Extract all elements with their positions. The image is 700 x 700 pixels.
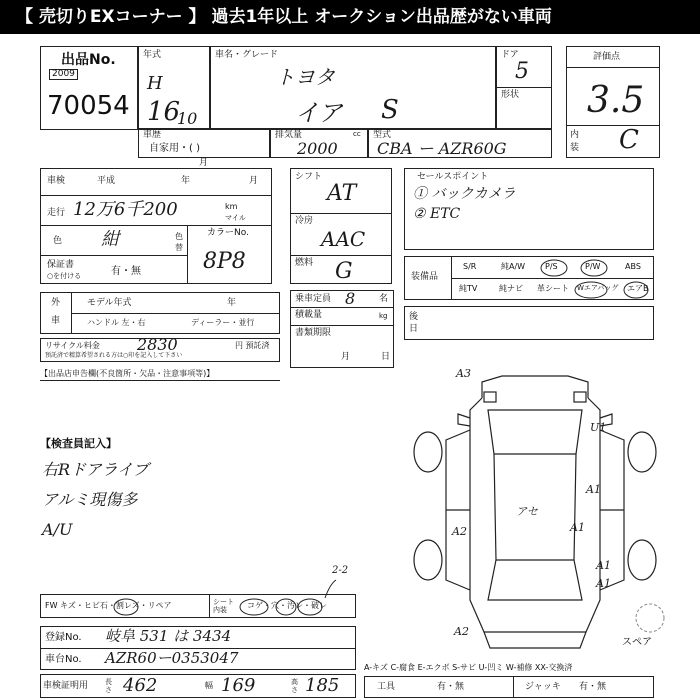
height-label: 高さ (291, 678, 298, 694)
condition-seat-items: コゲ・穴・汚レ・破レ (247, 601, 327, 610)
shift-label: シフト (295, 172, 323, 182)
diagram-mark-a2-a: A2 (452, 525, 467, 538)
inspection-label: 車検 (47, 176, 66, 186)
capacity-value: 8 (345, 289, 356, 308)
recycle-unit: 円 預託済 (235, 341, 270, 350)
condition-mark: 2-2 (332, 565, 349, 576)
tools-label: 工具 (377, 682, 396, 692)
capacity-unit: 名 (379, 294, 389, 304)
diagram-mark-a3: A3 (456, 367, 471, 380)
sales-point-2: ② ETC (413, 206, 461, 222)
load-label: 積載量 (295, 310, 323, 320)
inspector-note-3: A/U (42, 520, 73, 539)
sales-points-label: セールスポイント (417, 172, 489, 182)
doors-value: 5 (515, 59, 529, 84)
diagram-mark-a2-b: A2 (454, 625, 469, 638)
usage-value: 自家用・( ) (149, 143, 200, 154)
document-date-month: 月 (341, 352, 351, 362)
recycle-note: 預託済で精算希望される方は○印を記入して下さい (45, 352, 183, 359)
mileage-value: 12万6千200 (73, 199, 178, 220)
width-label: 幅 (205, 681, 213, 690)
interior-label: 内装 (570, 130, 580, 153)
tools-options: 有・無 (437, 682, 465, 692)
registration-label: 登録No. (45, 632, 82, 643)
score-value: 3.5 (587, 80, 645, 121)
equip-sr: S/R (463, 262, 477, 271)
displacement-unit: cc (353, 130, 361, 138)
inspection-year-label: 年 (181, 176, 191, 186)
inspection-month-label: 月 (249, 176, 259, 186)
doors-box (496, 46, 552, 130)
registration-value: 岐阜 531 は 3434 (105, 627, 232, 645)
mileage-unit2: マイル (225, 214, 246, 222)
chassis-value: AZR60ー0353047 (105, 649, 239, 667)
warranty-sub: ○を付ける (47, 272, 82, 280)
tools-box (364, 676, 654, 698)
month-unit: 月 (199, 158, 209, 168)
color-label: 色 (53, 236, 63, 246)
displacement-label: 排気量 (275, 130, 303, 140)
lot-number-box (40, 46, 138, 130)
document-date-day: 日 (381, 352, 391, 362)
diagram-mark-u1: U1 (590, 421, 607, 434)
model-code-box (368, 128, 552, 158)
shift-value: AT (327, 181, 357, 206)
car-grade: S (381, 95, 399, 125)
foreign-handle-label: ハンドル 左・右 (87, 318, 146, 327)
foreign-model-year-label: モデル年式 (87, 298, 132, 308)
diagram-mark-a1-c: A1 (596, 559, 611, 572)
fuel-label: 燃料 (295, 258, 314, 268)
vehicle-cert-box (40, 674, 356, 698)
diagram-mark-a1-b: A1 (570, 521, 585, 534)
usage-box (138, 128, 270, 158)
mileage-label: 走行 (47, 208, 66, 218)
equip-navi: 純ナビ (499, 284, 523, 293)
model-code-value: CBA ー AZR60G (377, 139, 507, 158)
recycle-value: 2830 (137, 335, 178, 354)
rear-label: 後日 (409, 312, 419, 334)
inspector-note-2: アルミ現傷多 (42, 490, 138, 509)
interior-value: C (619, 125, 639, 155)
doors-label: ドア (501, 50, 519, 60)
sales-points-box (404, 168, 654, 250)
fuel-value: G (335, 259, 353, 284)
equip-pw: P/W (585, 262, 601, 271)
inspector-note-1: 右Rドアライブ (42, 460, 149, 479)
capacity-label: 乗車定員 (295, 294, 332, 304)
mileage-unit: km (225, 202, 238, 211)
model-year-year: 16 (147, 97, 181, 127)
equip-airbag: Wエアバッグ (577, 284, 619, 292)
capacity-box (290, 290, 394, 368)
width-value: 169 (221, 675, 256, 696)
foreign-car-box (40, 292, 280, 334)
equip-airb: エアB (627, 284, 649, 293)
color-change-label: 色替 (175, 232, 183, 252)
diagram-mark-a1-a: A1 (586, 483, 601, 496)
lot-year-stamp: 2009 (49, 69, 78, 80)
lot-label: 出品No. (61, 52, 116, 68)
seller-note: 【出品店申告欄(不良箇所・欠品・注意事項等)】 (40, 369, 215, 378)
inspection-box (40, 168, 272, 284)
spare-label: スペア (622, 637, 652, 648)
diagram-mark-a1-d: A1 (596, 577, 611, 590)
equipment-circles (405, 257, 655, 301)
vehicle-cert-label: 車検証明用 (43, 681, 89, 691)
warranty-label: 保証書 (47, 260, 75, 270)
diagram-mark-ase: アセ (516, 505, 538, 518)
score-box (566, 46, 660, 158)
car-maker: トヨタ (275, 65, 335, 89)
usage-label: 車歴 (143, 130, 162, 140)
damage-legend: A-キズ C-腐食 E-エクボ S-サビ U-凹ミ W-補修 XX-交換済 (364, 663, 573, 672)
jack-label: ジャッキ (525, 682, 561, 692)
load-unit: kg (379, 312, 388, 320)
rear-notes-box (404, 306, 654, 340)
lot-number: 70054 (47, 91, 130, 121)
equip-aw: 純A/W (501, 262, 526, 271)
sales-point-1: ① バックカメラ (413, 186, 516, 202)
color-code-label: カラーNo. (207, 228, 249, 238)
equip-ps: P/S (545, 262, 558, 271)
car-name-label: 車名・グレード (215, 50, 279, 60)
document-date-label: 書類期限 (295, 328, 332, 338)
foreign-year-label: 年 (227, 298, 237, 308)
warranty-options: 有・無 (111, 266, 141, 277)
car-damage-diagram (400, 367, 680, 660)
score-label: 評価点 (593, 52, 621, 62)
inspection-era: 平成 (97, 176, 116, 186)
displacement-value: 2000 (297, 139, 338, 158)
shift-box (290, 168, 392, 284)
equip-leather: 革シート (537, 284, 569, 293)
length-value: 462 (123, 675, 158, 696)
condition-fw: FW キズ・ヒビ石・割レズ・リペア (45, 601, 172, 610)
page-banner: 【 売切りEXコーナー 】 過去1年以上 オークション出品歴がない車両 (0, 0, 700, 34)
jack-options: 有・無 (579, 682, 607, 692)
model-year-label: 年式 (143, 50, 162, 60)
aircon-label: 冷房 (295, 216, 314, 226)
displacement-box (270, 128, 368, 158)
inspector-label: 【検査員記入】 (40, 437, 117, 450)
model-code-label: 型式 (373, 130, 392, 140)
condition-circles (40, 576, 360, 620)
model-year-month: 10 (177, 109, 198, 128)
recycle-box (40, 335, 280, 362)
aircon-value: AAC (321, 227, 366, 251)
condition-seat-label: シート内装 (213, 598, 234, 614)
color-value: 紺 (101, 229, 119, 250)
foreign-label-1: 外 (51, 298, 61, 308)
recycle-label: リサイクル料金 (45, 341, 100, 350)
registration-box (40, 626, 356, 670)
height-value: 185 (305, 675, 340, 696)
car-name-box (210, 46, 496, 130)
foreign-dealer-label: ディーラー・並行 (191, 318, 255, 327)
model-year-era: H (147, 73, 163, 94)
car-model: イア (295, 99, 343, 127)
equip-abs: ABS (625, 262, 641, 271)
equipment-box (404, 256, 654, 300)
equipment-label: 装備品 (411, 272, 439, 282)
chassis-label: 車台No. (45, 654, 82, 665)
color-code-value: 8P8 (203, 249, 246, 274)
foreign-label-2: 車 (51, 316, 61, 326)
equip-tv: 純TV (459, 284, 478, 293)
shape-label: 形状 (501, 90, 520, 100)
length-label: 長さ (105, 678, 112, 694)
